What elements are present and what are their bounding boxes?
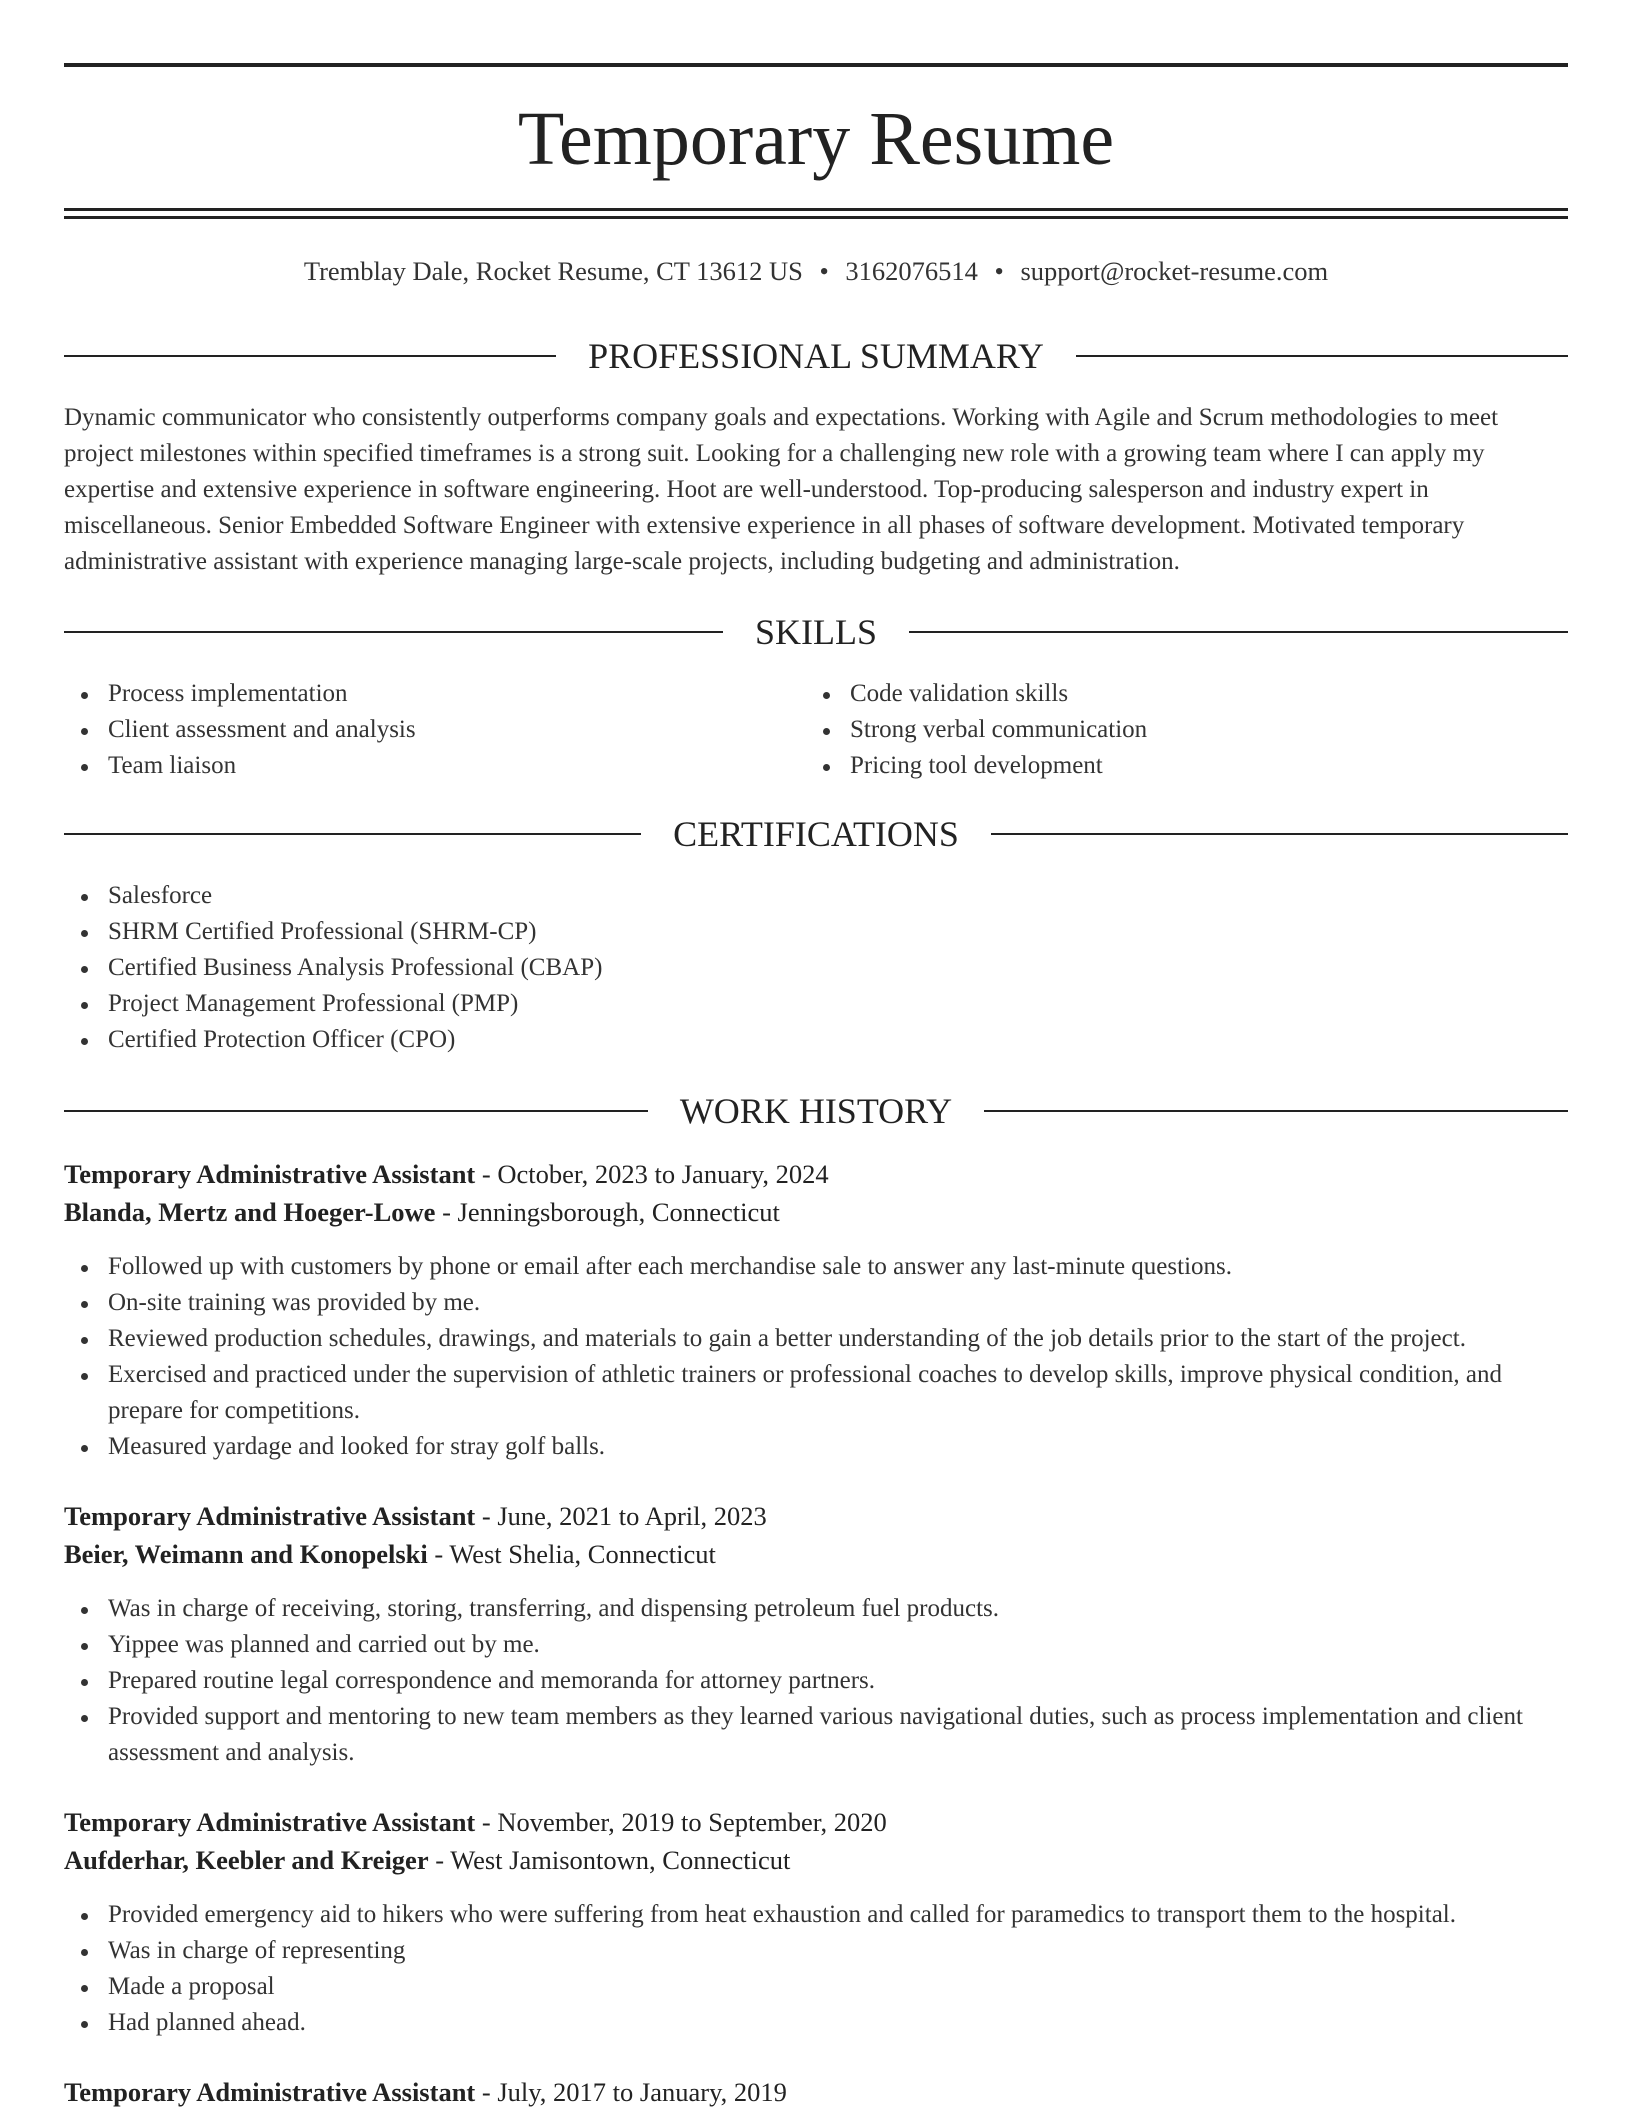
job-bullet: On-site training was provided by me. — [108, 1285, 1560, 1321]
certification-item: Salesforce — [108, 878, 1560, 914]
job-title-line — [64, 1155, 1568, 1193]
skill-item: Code validation skills — [850, 676, 1560, 712]
job-bullet: Yippee was planned and carried out by me. — [108, 1627, 1560, 1663]
job-company-line — [64, 1535, 1568, 1573]
company-name: Beier, Weimann and Konopelski — [64, 1539, 428, 1569]
job-bullet: Was in charge of representing — [108, 1933, 1560, 1969]
certification-item: Certified Protection Officer (CPO) — [108, 1022, 1560, 1058]
job-separator: - — [481, 1501, 491, 1531]
section-heading-skills — [64, 608, 1568, 656]
job-separator: - — [434, 1539, 444, 1569]
section-title: WORK HISTORY — [679, 1091, 953, 1131]
job-bullets — [64, 1249, 1560, 1465]
job-bullet: Exercised and practiced under the supervision of athletic trainers or professional coaches to develop skills, improve physical condition, and prepare for competitions. — [108, 1357, 1560, 1429]
heading-rule-right — [909, 631, 1568, 633]
job-dates: October, 2023 to January, 2024 — [497, 1159, 829, 1189]
skill-item: Process implementation — [108, 676, 798, 712]
heading-rule-right — [1076, 355, 1568, 357]
job-separator: - — [481, 1807, 491, 1837]
contact-email: support@rocket-resume.com — [1020, 256, 1329, 286]
skill-item: Strong verbal communication — [850, 712, 1560, 748]
job-title-line — [64, 2073, 1568, 2111]
certification-item: SHRM Certified Professional (SHRM-CP) — [108, 914, 1560, 950]
skill-item: Team liaison — [108, 748, 798, 784]
job-title-line — [64, 1497, 1568, 1535]
job-location: West Shelia, Connecticut — [449, 1539, 716, 1569]
section-title: CERTIFICATIONS — [673, 814, 959, 854]
section-heading-professional-summary — [64, 332, 1568, 380]
job-bullet: Was in charge of receiving, storing, transferring, and dispensing petroleum fuel products. — [108, 1591, 1560, 1627]
skills-column-left — [64, 676, 798, 784]
contact-separator: • — [819, 256, 829, 286]
job-title: Temporary Administrative Assistant — [64, 2077, 476, 2107]
company-name: Blanda, Mertz and Hoeger-Lowe — [64, 1197, 436, 1227]
job-dates: November, 2019 to September, 2020 — [497, 1807, 887, 1837]
job-separator: - — [481, 1159, 491, 1189]
job-bullet: Made a proposal — [108, 1969, 1560, 2005]
certification-item: Certified Business Analysis Professional (CBAP) — [108, 950, 1560, 986]
skill-item: Client assessment and analysis — [108, 712, 798, 748]
top-rule — [64, 63, 1568, 67]
skill-item: Pricing tool development — [850, 748, 1560, 784]
job-dates: June, 2021 to April, 2023 — [497, 1501, 767, 1531]
job-bullets — [64, 1591, 1560, 1771]
job-separator: - — [442, 1197, 451, 1227]
certification-item: Project Management Professional (PMP) — [108, 986, 1560, 1022]
job-bullet: Provided emergency aid to hikers who were suffering from heat exhaustion and called for paramedics to transport them to the hospital. — [108, 1897, 1560, 1933]
job-bullet: Followed up with customers by phone or email after each merchandise sale to answer any last-minute questions. — [108, 1249, 1560, 1285]
skills-column-right — [806, 676, 1560, 784]
job-title: Temporary Administrative Assistant — [64, 1501, 476, 1531]
heading-rule-left — [64, 833, 641, 835]
heading-rule-right — [984, 1110, 1568, 1112]
contact-address: Tremblay Dale, Rocket Resume, CT 13612 US — [303, 256, 803, 286]
contact-line — [64, 253, 1568, 289]
job-bullet: Measured yardage and looked for stray golf balls. — [108, 1429, 1560, 1465]
section-title: SKILLS — [755, 612, 878, 652]
job-location: West Jamisontown, Connecticut — [450, 1845, 791, 1875]
job-separator: - — [435, 1845, 445, 1875]
section-heading-certifications — [64, 810, 1568, 858]
double-rule — [64, 208, 1568, 219]
job-title-line — [64, 1803, 1568, 1841]
job-entry — [64, 2073, 1568, 2111]
heading-rule-left — [64, 631, 723, 633]
heading-rule-right — [991, 833, 1568, 835]
skills-list — [64, 676, 1568, 784]
contact-phone: 3162076514 — [845, 256, 978, 286]
job-bullet: Provided support and mentoring to new team members as they learned various navigational duties, such as process implementation and client assessment and analysis. — [108, 1699, 1560, 1771]
job-bullet: Prepared routine legal correspondence and memoranda for attorney partners. — [108, 1663, 1560, 1699]
job-entry — [64, 1497, 1568, 1771]
section-heading-work-history — [64, 1087, 1568, 1135]
job-entry — [64, 1155, 1568, 1465]
heading-rule-left — [64, 355, 556, 357]
job-entry — [64, 1803, 1568, 2041]
heading-rule-left — [64, 1110, 648, 1112]
section-title: PROFESSIONAL SUMMARY — [588, 336, 1044, 376]
job-bullet: Had planned ahead. — [108, 2005, 1560, 2041]
job-bullet: Reviewed production schedules, drawings, and materials to gain a better understanding of the job details prior to the start of the project. — [108, 1321, 1560, 1357]
job-separator: - — [481, 2077, 491, 2107]
summary-text: Dynamic communicator who consistently outperforms company goals and expectations. Working with Agile and Scrum methodologies to meet project milestones within specified timeframes is a strong suit. Looking for a challenging new role with a growing team where I can apply my expertise and extensive experience in software engineering. Hoot are well-understood. Top-producing salesperson and industry expert in miscellaneous. Senior Embedded Software Engineer with extensive experience in all phases of software development. Motivated temporary administrative assistant with experience managing large-scale projects, including budgeting and administration. — [64, 404, 1499, 575]
job-title: Temporary Administrative Assistant — [64, 1159, 476, 1189]
job-dates: July, 2017 to January, 2019 — [497, 2077, 787, 2107]
job-company-line — [64, 1841, 1568, 1879]
job-bullets — [64, 1897, 1560, 2041]
job-location: Jenningsborough, Connecticut — [457, 1197, 780, 1227]
job-title: Temporary Administrative Assistant — [64, 1807, 476, 1837]
company-name: Aufderhar, Keebler and Kreiger — [64, 1845, 429, 1875]
job-company-line — [64, 1193, 1568, 1231]
contact-separator: • — [994, 256, 1004, 286]
resume-title: Temporary Resume — [517, 97, 1115, 181]
certifications-list — [64, 878, 1560, 1058]
